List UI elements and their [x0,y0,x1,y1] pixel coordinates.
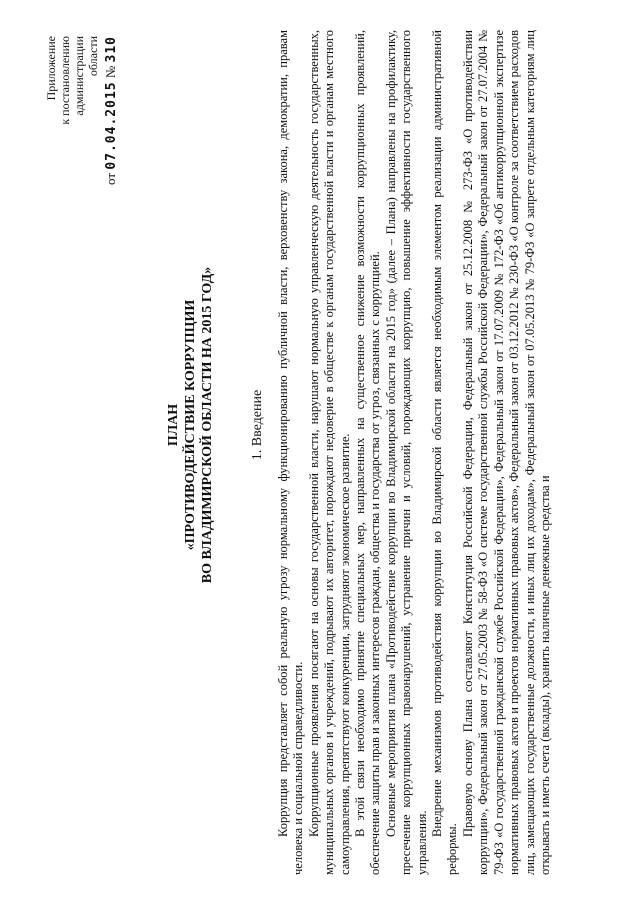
title-line: ВО ВЛАДИМИРСКОЙ ОБЛАСТИ НА 2015 ГОД» [200,266,215,584]
paragraph: Коррупция представляет собой реальную угрозу нормальному функционированию публичной власти, верховенству закона, демократии, правам человека и социальной справедливости. [276,30,306,875]
number-prefix: № [103,65,118,79]
paragraph: В этой связи необходимо принятие специальных мер, направленных на существенное снижение возможности коррупционных проявлений, обеспечение защиты прав и законных интересов граждан, общества и государства от угроз, связанных с коррупцией. [353,30,383,875]
reference-prefix: от [103,172,118,185]
document-number: 310 [104,36,119,63]
appendix-block [44,36,119,185]
paragraph: Внедрение механизмов противодействия коррупции во Владимирской области является необходимым элементом реализации административной реформы. [430,30,460,875]
appendix-line: администрации [72,36,86,116]
paragraph: Коррупционные проявления посягают на основы государственной власти, нарушают нормальную управленческую деятельность государственных, муниципальных органов и учреждений, подрывают их авторитет, порождают недоверие в обществе к органам государственной власти и органам местного самоуправления, препятствуют конкуренции, затрудняют экономическое развитие. [306,30,352,875]
document-title [165,135,216,715]
paragraph: Правовую основу Плана составляют Конституция Российской Федерации, Федеральный закон от 25.12.2008 № 273-ФЗ «О противодействии коррупции», Федеральный закон от 27.05.2003 № 58-ФЗ «О системе государственной службы Российской Федерации», Федеральный закон от 27.07.2004 № 79-ФЗ «О государственной гражданской службе Российской Федерации», Федеральный закон от 17.07.2009 № 172-ФЗ «Об антикоррупционной экспертизе нормативных правовых актов и проектов нормативных правовых актов», Федеральный закон от 03.12.2012 № 230-ФЗ «О контроле за соответствием расходов лиц, замещающих государственные должности, и иных лиц их доходам», Федеральный закон от 07.05.2013 № 79-ФЗ «О запрете отдельным категориям лиц открывать и иметь счета (вклады), хранить наличные денежные средства и [460,30,552,875]
title-line: ПЛАН [166,403,181,447]
appendix-line: к постановлению [58,36,72,125]
body-text [276,30,553,875]
document-date: 07.04.2015 [104,81,119,170]
appendix-line: области [86,36,100,77]
appendix-line: Приложение [44,36,58,101]
document-reference [104,36,119,185]
section-heading: 1. Введение [250,389,265,461]
paragraph: Основные мероприятия плана «Противодействие коррупции во Владимирской области на 2015 год» (далее – Плана) направлены на профилактику, пресечение коррупционных правонарушений, устранение причин и условий, порождающих коррупцию, повышение эффективности государственного управления. [383,30,429,875]
title-line: «ПРОТИВОДЕЙСТВИЕ КОРРУПЦИИ [183,299,198,551]
